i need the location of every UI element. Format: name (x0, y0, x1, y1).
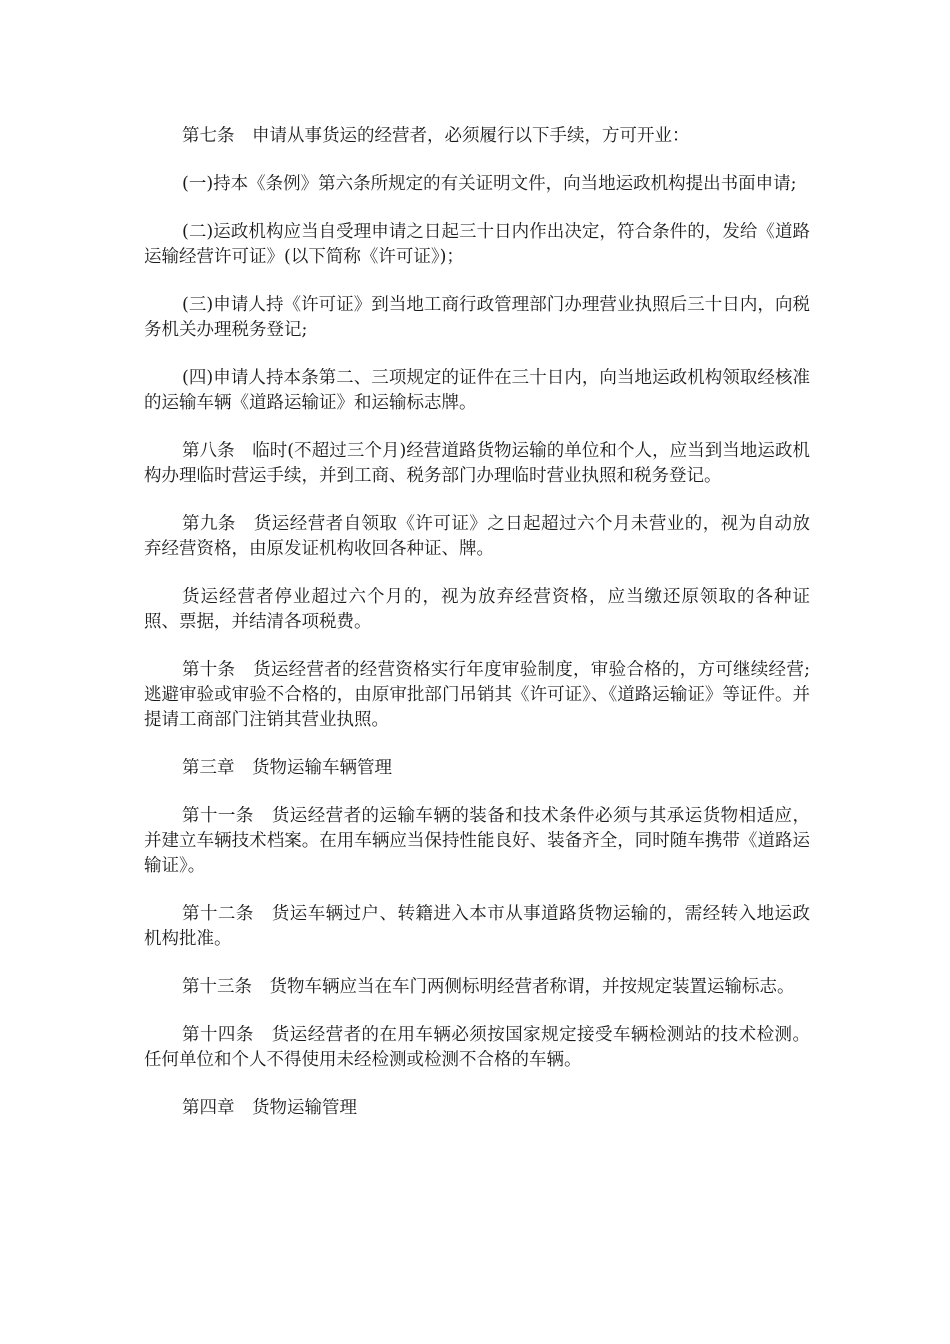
article-14: 第十四条 货运经营者的在用车辆必须按国家规定接受车辆检测站的技术检测。任何单位和个人不得使用未经检测或检测不合格的车辆。 (144, 1025, 810, 1070)
article-13: 第十三条 货物车辆应当在车门两侧标明经营者称谓，并按规定装置运输标志。 (182, 977, 795, 997)
chapter-4-heading: 第四章 货物运输管理 (182, 1098, 357, 1118)
article-9: 第九条 货运经营者自领取《许可证》之日起超过六个月未营业的，视为自动放弃经营资格，由原发证机构收回各种证、牌。 (144, 514, 810, 559)
article-10: 第十条 货运经营者的经营资格实行年度审验制度，审验合格的，方可继续经营;逃避审验或审验不合格的，由原审批部门吊销其《许可证》、《道路运输证》等证件。并提请工商部门注销其营业执照。 (144, 660, 810, 730)
document-body (144, 124, 810, 1144)
article-7-item-2: (二)运政机构应当自受理申请之日起三十日内作出决定，符合条件的，发给《道路运输经营许可证》(以下简称《许可证》)； (144, 222, 810, 267)
article-7-heading: 第七条 申请从事货运的经营者，必须履行以下手续，方可开业： (182, 126, 690, 146)
article-8: 第八条 临时(不超过三个月)经营道路货物运输的单位和个人，应当到当地运政机构办理临时营运手续，并到工商、税务部门办理临时营业执照和税务登记。 (144, 441, 810, 486)
chapter-3-heading: 第三章 货物运输车辆管理 (182, 758, 392, 778)
article-7-item-3: (三)申请人持《许可证》到当地工商行政管理部门办理营业执照后三十日内，向税务机关办理税务登记; (144, 295, 810, 340)
article-7-item-4: (四)申请人持本条第二、三项规定的证件在三十日内，向当地运政机构领取经核准的运输车辆《道路运输证》和运输标志牌。 (144, 368, 810, 413)
article-9-paragraph-2: 货运经营者停业超过六个月的，视为放弃经营资格，应当缴还原领取的各种证照、票据，并结清各项税费。 (144, 587, 810, 632)
article-7-item-1: (一)持本《条例》第六条所规定的有关证明文件，向当地运政机构提出书面申请; (182, 174, 797, 194)
article-11: 第十一条 货运经营者的运输车辆的装备和技术条件必须与其承运货物相适应，并建立车辆技术档案。在用车辆应当保持性能良好、装备齐全，同时随车携带《道路运输证》。 (144, 806, 810, 876)
article-12: 第十二条 货运车辆过户、转籍进入本市从事道路货物运输的，需经转入地运政机构批准。 (144, 904, 810, 949)
